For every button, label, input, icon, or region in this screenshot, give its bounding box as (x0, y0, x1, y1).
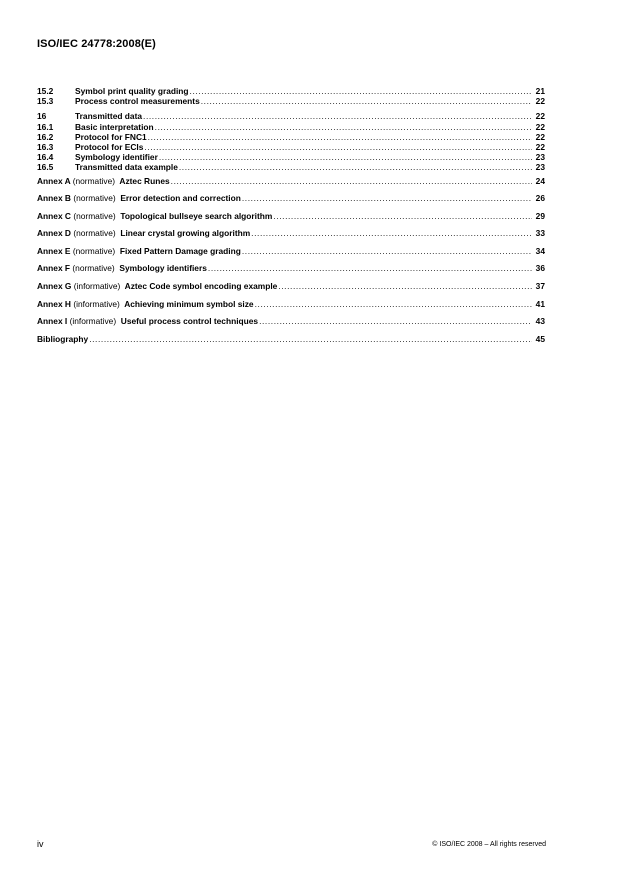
annex-kind: (informative) (73, 281, 121, 292)
annex-title: Useful process control techniques (120, 316, 259, 327)
annex-label: Annex D (37, 228, 71, 239)
toc-entry-16-1[interactable] (37, 122, 545, 132)
toc-entry-16-5[interactable] (37, 162, 545, 172)
annex-title: Achieving minimum symbol size (124, 298, 254, 309)
toc-entry-bibliography[interactable] (37, 331, 545, 349)
annex-title: Error detection and correction (120, 193, 241, 204)
toc-page-number: 34 (535, 245, 545, 256)
toc-entry-annex-d[interactable] (37, 225, 545, 243)
toc-section-number: 16.4 (37, 152, 54, 163)
toc-section-title: Transmitted data example (75, 162, 178, 173)
toc-annex-heading (37, 208, 272, 226)
footer-page-number: iv (37, 839, 44, 849)
toc-entry-annex-b[interactable] (37, 190, 545, 208)
dot-leader (179, 162, 532, 172)
dot-leader (148, 132, 532, 142)
dot-leader (278, 278, 532, 296)
toc-annex-heading (37, 173, 170, 191)
dot-leader (171, 173, 532, 191)
toc-section-number: 16.5 (37, 162, 54, 173)
annex-kind: (normative) (72, 263, 115, 274)
toc-entry-annex-i[interactable] (37, 313, 545, 331)
toc-entry-annex-g[interactable] (37, 278, 545, 296)
toc-entry-16-3[interactable] (37, 142, 545, 152)
toc-section-number: 15.3 (37, 96, 54, 107)
annex-kind: (normative) (72, 245, 116, 256)
annex-label: Annex I (37, 316, 68, 327)
annex-kind: (normative) (73, 193, 116, 204)
annex-label: Annex C (37, 210, 71, 221)
toc-entry-16[interactable] (37, 111, 545, 121)
toc-page-number: 22 (535, 131, 545, 142)
toc-page-number: 22 (535, 111, 545, 122)
dot-leader (255, 296, 532, 314)
toc-entry-15-2[interactable] (37, 86, 545, 96)
toc-section-title: Basic interpretation (75, 121, 154, 132)
annex-kind: (normative) (73, 210, 116, 221)
toc-entry-annex-a[interactable] (37, 173, 545, 191)
toc-entry-annex-e[interactable] (37, 243, 545, 261)
dot-leader (159, 152, 532, 162)
toc-entry-annex-f[interactable] (37, 260, 545, 278)
dot-leader (251, 225, 532, 243)
toc-page-number: 45 (535, 333, 545, 344)
toc-annex-heading (37, 225, 250, 243)
toc-page-number: 22 (535, 141, 545, 152)
annex-label: Annex E (37, 245, 71, 256)
footer-copyright: © ISO/IEC 2008 – All rights reserved (432, 841, 546, 848)
annex-label: Annex H (37, 298, 71, 309)
toc-section-number: 16.1 (37, 121, 54, 132)
annex-kind: (normative) (72, 175, 116, 186)
toc-page-number: 26 (535, 193, 545, 204)
dot-leader (273, 208, 532, 226)
annex-label: Annex F (37, 263, 71, 274)
toc-bibliography-title: Bibliography (37, 333, 89, 344)
annex-title: Aztec Code symbol encoding example (124, 281, 278, 292)
dot-leader (144, 142, 532, 152)
toc-section-title: Symbology identifier (75, 152, 158, 163)
annex-kind: (informative) (69, 316, 117, 327)
toc-section-title: Protocol for FNC1 (75, 131, 147, 142)
toc-annex-heading (37, 313, 258, 331)
dot-leader (242, 243, 532, 261)
annex-title: Topological bullseye search algorithm (120, 210, 273, 221)
toc-annex-heading (37, 190, 241, 208)
dot-leader (259, 313, 532, 331)
toc-section-number: 16.2 (37, 131, 54, 142)
annex-label: Annex A (37, 175, 71, 186)
toc-section-number: 16.3 (37, 141, 54, 152)
toc-page-number: 22 (535, 121, 545, 132)
toc-section-title: Symbol print quality grading (75, 86, 189, 96)
document-header: ISO/IEC 24778:2008(E) (37, 38, 156, 50)
toc-section-title: Transmitted data (75, 111, 143, 122)
toc-page-number: 24 (535, 175, 545, 186)
annex-title: Aztec Runes (119, 175, 170, 186)
toc-section-title: Process control measurements (75, 96, 200, 107)
toc-entry-15-3[interactable] (37, 96, 545, 106)
toc-section-number: 16 (37, 111, 47, 122)
toc-entry-16-2[interactable] (37, 132, 545, 142)
toc-annex-heading (37, 243, 241, 261)
toc-page-number: 29 (535, 210, 545, 221)
toc-annex-heading (37, 296, 254, 314)
dot-leader (190, 86, 532, 96)
toc-section-title: Protocol for ECIs (75, 141, 144, 152)
toc-page-number: 36 (535, 263, 545, 274)
dot-leader (242, 190, 532, 208)
toc-annex-heading (37, 278, 277, 296)
toc-section-number: 15.2 (37, 86, 54, 96)
toc-page-number: 22 (535, 96, 545, 107)
toc-page-number: 43 (535, 316, 545, 327)
toc-page-number: 21 (535, 86, 545, 96)
dot-leader (143, 111, 532, 121)
toc-entry-annex-c[interactable] (37, 208, 545, 226)
annex-label: Annex G (37, 281, 72, 292)
dot-leader (201, 96, 532, 106)
dot-leader (208, 260, 532, 278)
toc-page-number: 37 (535, 281, 545, 292)
toc-page-number: 23 (535, 162, 545, 173)
annex-title: Symbology identifiers (119, 263, 207, 274)
dot-leader (155, 122, 532, 132)
annex-title: Fixed Pattern Damage grading (119, 245, 241, 256)
toc-entry-16-4[interactable] (37, 152, 545, 162)
toc-annex-heading (37, 260, 207, 278)
toc-page-number: 41 (535, 298, 545, 309)
dot-leader (89, 331, 532, 349)
annex-kind: (informative) (73, 298, 120, 309)
annex-label: Annex B (37, 193, 71, 204)
annex-title: Linear crystal growing algorithm (120, 228, 251, 239)
table-of-contents (37, 86, 545, 348)
toc-page-number: 33 (535, 228, 545, 239)
annex-kind: (normative) (73, 228, 116, 239)
toc-page-number: 23 (535, 152, 545, 163)
toc-entry-annex-h[interactable] (37, 296, 545, 314)
